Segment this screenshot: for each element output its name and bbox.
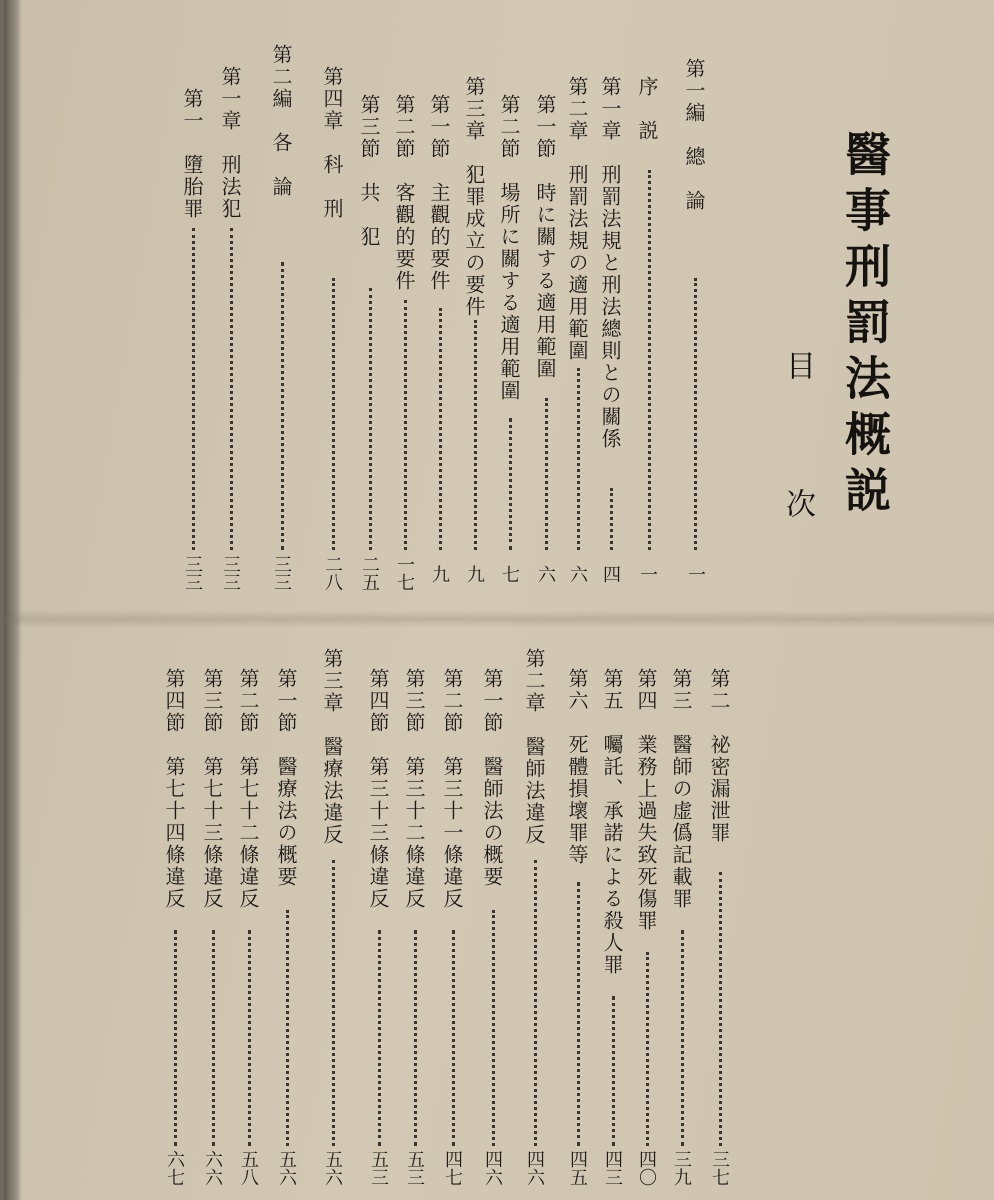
leader-dots <box>577 882 580 1146</box>
page-number: 四七 <box>442 1150 463 1186</box>
toc-entry: 第二 祕密漏泄罪 <box>707 668 731 844</box>
leader-dots <box>545 398 548 550</box>
page-number: 六六 <box>202 1150 223 1186</box>
leader-dots <box>286 910 289 1146</box>
toc-entry: 第四節 第三十三條違反 <box>366 668 390 910</box>
toc-entry: 第三節 第三十二條違反 <box>402 668 426 910</box>
page-number: 四〇 <box>636 1150 657 1186</box>
page-number: 三三 <box>220 555 241 591</box>
page-number: 三三 <box>271 555 292 591</box>
toc-entry: 第三章 醫療法違反 <box>320 648 344 846</box>
page-number: 九 <box>429 565 450 583</box>
toc-entry: 第三章 犯罪成立の要件 <box>462 76 486 318</box>
leader-dots <box>694 278 697 550</box>
page-number: 一七 <box>394 555 415 591</box>
leader-dots <box>281 262 284 550</box>
mokuji-char-2: 次 <box>780 488 815 518</box>
toc-entry: 第三節 共 犯 <box>357 94 381 248</box>
toc-entry: 第一節 醫療法の概要 <box>274 668 298 888</box>
page-number: 四五 <box>567 1150 588 1186</box>
book-page <box>4 0 994 1200</box>
page-number: 四 <box>600 565 621 583</box>
leader-dots <box>610 488 613 550</box>
page-number: 七 <box>499 565 520 583</box>
page-number: 四三 <box>602 1150 623 1186</box>
leader-dots <box>492 910 495 1146</box>
toc-entry: 第四節 第七十四條違反 <box>162 668 186 910</box>
leader-dots <box>248 930 251 1146</box>
page-number: 三三 <box>182 555 203 591</box>
leader-dots <box>452 930 455 1146</box>
leader-dots <box>439 308 442 550</box>
toc-entry: 第二節 第七十二條違反 <box>236 668 260 910</box>
page-number: 四六 <box>524 1150 545 1186</box>
page-number: 一 <box>685 565 706 583</box>
toc-entry: 第二節 場所に關する適用範圍 <box>497 94 521 402</box>
leader-dots <box>509 418 512 550</box>
leader-dots <box>474 320 477 550</box>
toc-entry: 第一編 總 論 <box>682 58 706 212</box>
page-number: 三九 <box>671 1150 692 1186</box>
page-number: 四六 <box>482 1150 503 1186</box>
leader-dots <box>577 368 580 550</box>
toc-entry: 第四章 科 刑 <box>320 66 344 220</box>
toc-entry: 第二編 各 論 <box>269 44 293 198</box>
toc-entry: 第三 醫師の虚僞記載罪 <box>669 668 693 910</box>
toc-entry: 第二章 醫師法違反 <box>522 648 546 846</box>
leader-dots <box>332 278 335 550</box>
leader-dots <box>212 930 215 1146</box>
toc-entry: 第一章 刑法犯 <box>218 66 242 220</box>
leader-dots <box>646 952 649 1146</box>
page-number: 五六 <box>276 1150 297 1186</box>
toc-entry: 第二節 第三十一條違反 <box>440 668 464 910</box>
toc-entry: 第六 死體損壞罪等 <box>565 668 589 866</box>
leader-dots <box>369 288 372 550</box>
leader-dots <box>192 228 195 550</box>
page-gutter-shadow <box>4 0 22 1200</box>
leader-dots <box>414 930 417 1146</box>
toc-entry: 第一節 主觀的要件 <box>427 94 451 292</box>
page-number: 五八 <box>238 1150 259 1186</box>
toc-entry: 第一 墮胎罪 <box>180 88 204 220</box>
leader-dots <box>332 860 335 1146</box>
leader-dots <box>404 300 407 550</box>
toc-entry: 第五 囑託、承諾による殺人罪 <box>600 668 624 976</box>
page-number: 九 <box>464 565 485 583</box>
book-title: 醫事刑罰法概説 <box>838 130 892 522</box>
toc-entry: 第二章 刑罰法規の適用範圍 <box>565 76 589 362</box>
toc-entry: 第一節 時に關する適用範圍 <box>533 94 557 380</box>
page-number: 二五 <box>359 555 380 591</box>
toc-entry: 第三節 第七十三條違反 <box>200 668 224 910</box>
toc-entry: 序 説 <box>635 76 659 142</box>
page-number: 六 <box>535 565 556 583</box>
toc-entry: 第四 業務上過失致死傷罪 <box>634 668 658 932</box>
leader-dots <box>534 860 537 1146</box>
page-number: 三七 <box>709 1150 730 1186</box>
leader-dots <box>378 930 381 1146</box>
page-number: 六 <box>567 565 588 583</box>
toc-entry: 第二節 客觀的要件 <box>392 94 416 292</box>
leader-dots <box>648 170 651 550</box>
toc-entry: 第一節 醫師法の概要 <box>480 668 504 888</box>
page-number: 五六 <box>322 1150 343 1186</box>
page-number: 二八 <box>322 555 343 591</box>
leader-dots <box>230 228 233 550</box>
page-number: 六七 <box>164 1150 185 1186</box>
page-fold <box>4 610 994 628</box>
page-number: 五三 <box>368 1150 389 1186</box>
leader-dots <box>719 872 722 1146</box>
leader-dots <box>174 930 177 1146</box>
leader-dots <box>612 996 615 1146</box>
page-number: 五三 <box>404 1150 425 1186</box>
mokuji-char-1: 目 <box>780 350 815 380</box>
page-number: 一 <box>637 565 658 583</box>
leader-dots <box>681 930 684 1146</box>
toc-entry: 第一章 刑罰法規と刑法總則との關係 <box>598 76 622 450</box>
